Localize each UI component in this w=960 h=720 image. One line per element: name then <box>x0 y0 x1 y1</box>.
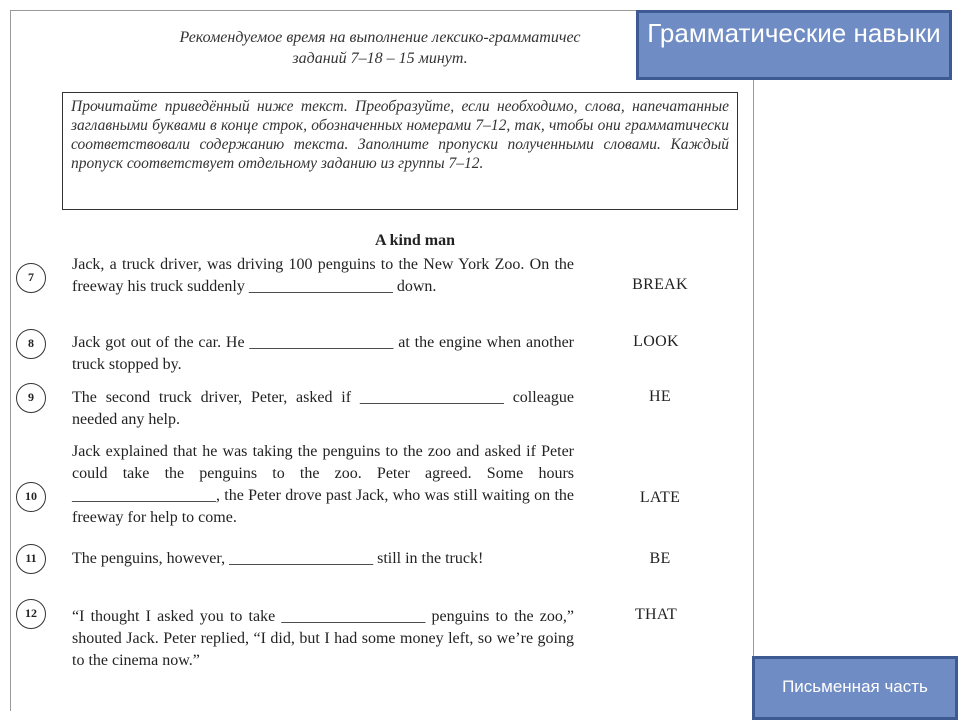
task-number-10: 10 <box>16 482 46 512</box>
task-word-11: BE <box>649 550 671 567</box>
task-word-12: THAT <box>634 606 678 623</box>
task-number-7: 7 <box>16 263 46 293</box>
task-text-12: “I thought I asked you to take __________________ penguins to the zoo,” shouted Jack. Peter replied, “I did, but I had some money left, so we’re going to the cinema now.” <box>72 608 574 669</box>
recommended-time-line-1: Рекомендуемое время на выполнение лексико-грамматичес <box>179 29 581 46</box>
text-title: A kind man <box>374 232 456 249</box>
task-text-8: Jack got out of the car. He __________________ at the engine when another truck stopped by. <box>72 334 574 373</box>
task-text-11: The penguins, however, __________________ still in the truck! <box>72 550 484 567</box>
recommended-time-note <box>100 27 660 69</box>
task-word-10: LATE <box>639 489 681 506</box>
task-number-11: 11 <box>16 544 46 574</box>
task-word-7: BREAK <box>632 276 688 293</box>
recommended-time-line-2: заданий 7–18 – 15 минут. <box>292 50 468 67</box>
task-number-9: 9 <box>16 383 46 413</box>
task-text-9: The second truck driver, Peter, asked if __________________ colleague needed any help. <box>72 389 574 428</box>
task-text-7: Jack, a truck driver, was driving 100 penguins to the New York Zoo. On the freeway his truck suddenly __________________ down. <box>72 256 574 295</box>
written-part-badge: Письменная часть <box>752 656 958 720</box>
task-number-8: 8 <box>16 329 46 359</box>
instruction-box: Прочитайте приведённый ниже текст. Преобразуйте, если необходимо, слова, напечатанные заглавными буквами в конце строк, обозначенных номерами 7–12, так, чтобы они грамматически соответствовали содержанию текста. Заполните пропуски полученными словами. Каждый пропуск соответствует отдельному заданию из группы 7–12. <box>62 92 738 210</box>
task-text-10: Jack explained that he was taking the penguins to the zoo and asked if Peter could take the penguins to the zoo. Peter agreed. Some hours __________________, the Peter drove past Jack, who was still waiting on the freeway for help to come. <box>72 443 574 526</box>
task-number-12: 12 <box>16 599 46 629</box>
grammar-skills-badge: Грамматические навыки <box>636 10 952 80</box>
task-word-9: HE <box>649 388 671 405</box>
task-word-8: LOOK <box>633 333 679 350</box>
